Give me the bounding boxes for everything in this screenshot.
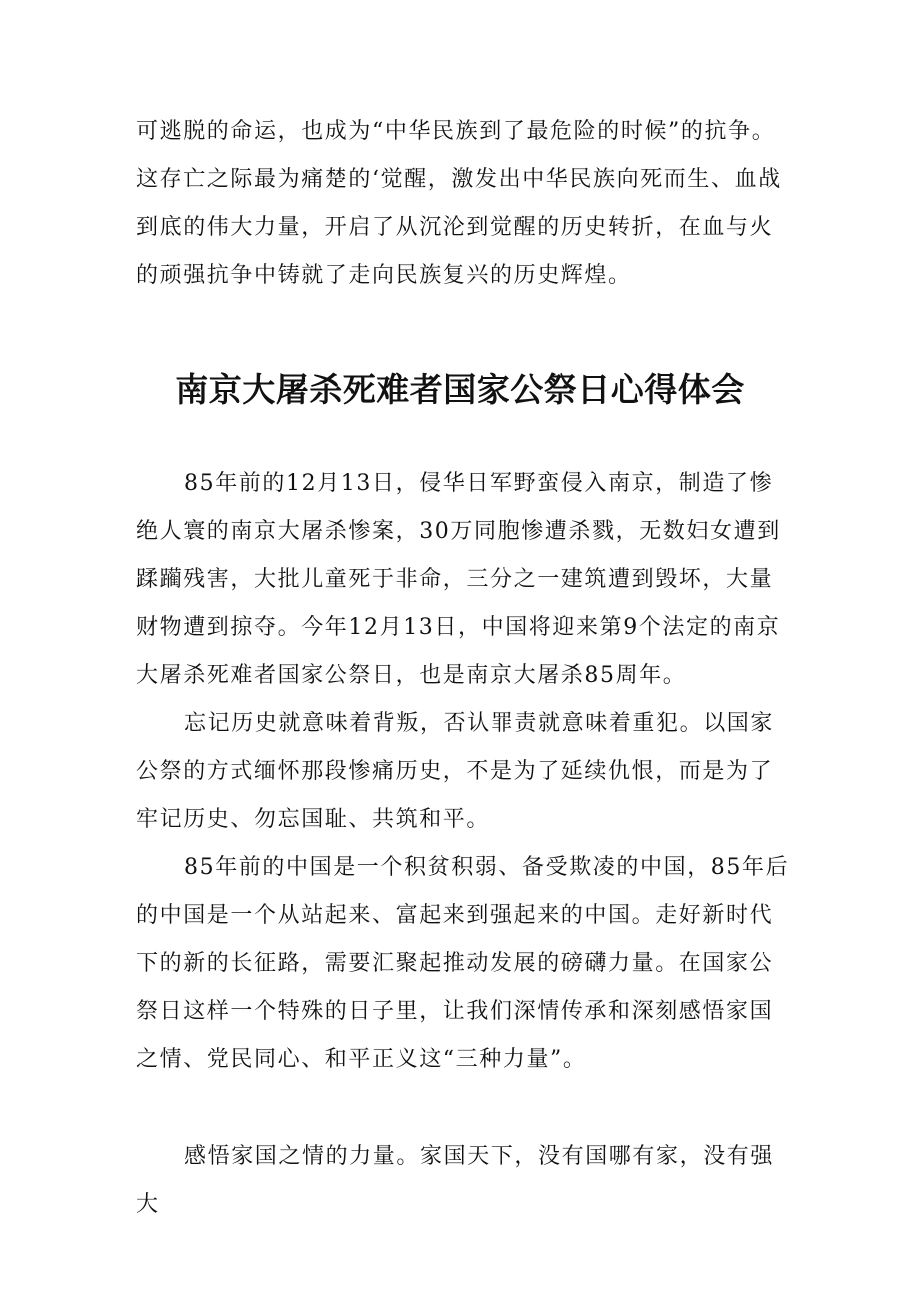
- body-paragraph-4: 感悟家国之情的力量。家国天下，没有国哪有家，没有强大: [136, 1144, 775, 1217]
- body-paragraph-3: 85年前的中国是一个积贫积弱、备受欺凌的中国，85年后的中国是一个从站起来、富起来到强起来的中国。走好新时代下的新的长征路，需要汇聚起推动发展的磅礴力量。在国家公祭日这样一个特殊的日子里，让我们深情传承和深刻感悟家国之情、党民同心、和平正义这“三种力量”。: [136, 855, 790, 1072]
- page-title: 南京大屠杀死难者国家公祭日心得体会: [175, 370, 745, 409]
- continued-paragraph: 可逃脱的命运，也成为“中华民族到了最危险的时候”的抗争。这存亡之际最为痛楚的‘觉醒，激发出中华民族向死而生、血战到底的伟大力量，开启了从沉沦到觉醒的历史转折，在血与火的顽强抗争中铸就了走向民族复兴的历史辉煌。: [136, 119, 782, 288]
- body-paragraph-1: 85年前的12月13日，侵华日军野蛮侵入南京，制造了惨绝人寰的南京大屠杀惨案，30万同胞惨遭杀戮，无数妇女遭到蹂躏残害，大批儿童死于非命，三分之一建筑遭到毁坏，大量财物遭到掠夺。今年12月13日，中国将迎来第9个法定的南京大屠杀死难者国家公祭日，也是南京大屠杀85周年。: [136, 471, 781, 688]
- body-paragraph-2: 忘记历史就意味着背叛，否认罪责就意味着重犯。以国家公祭的方式缅怀那段惨痛历史，不是为了延续仇恨，而是为了牢记历史、勿忘国耻、共筑和平。: [136, 711, 775, 832]
